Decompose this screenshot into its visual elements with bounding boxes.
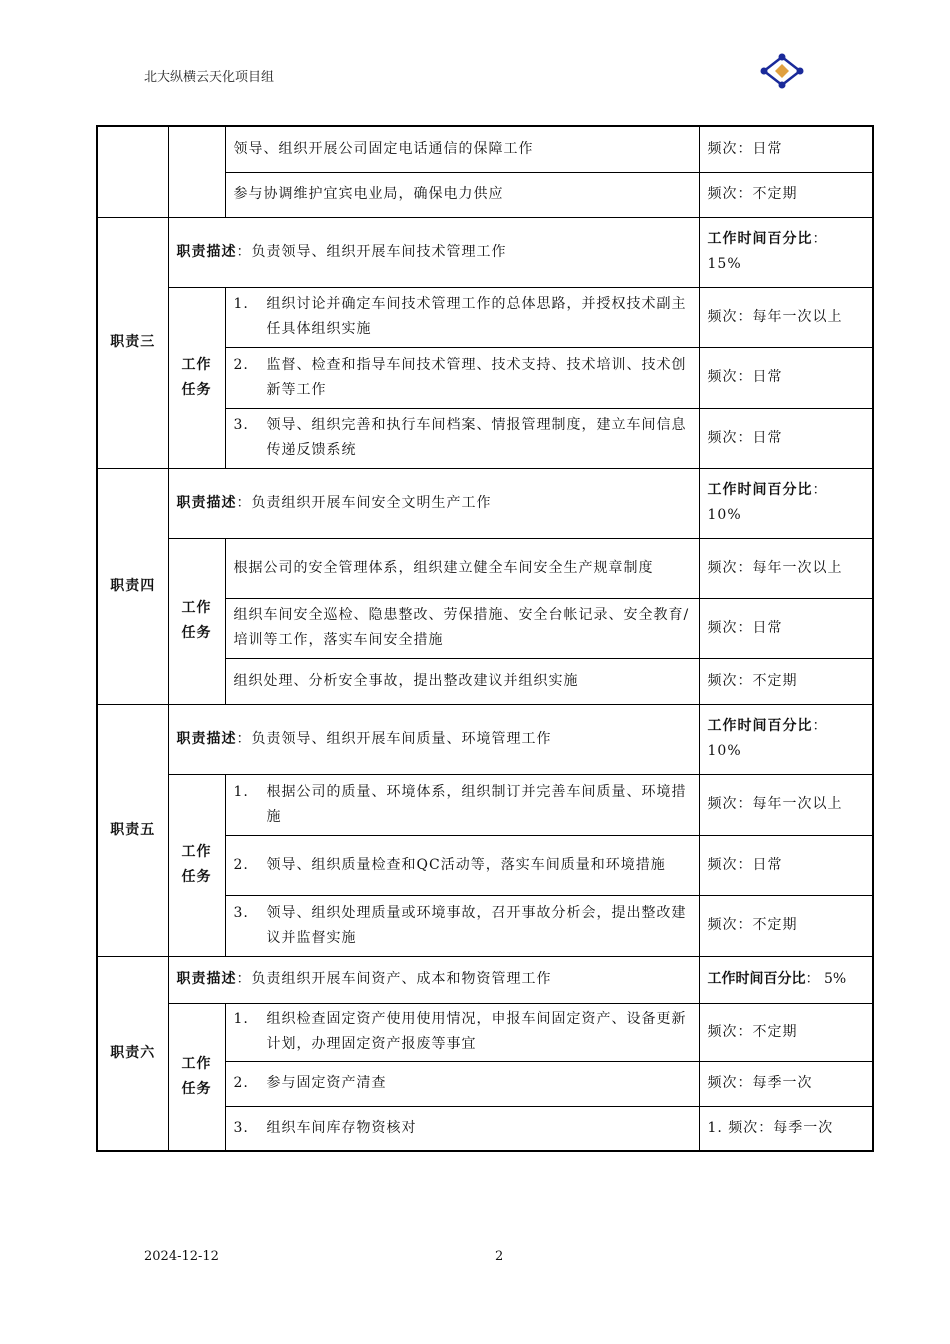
task-frequency: 频次：日常	[699, 347, 873, 408]
task-item	[234, 1007, 691, 1057]
task-text: 参与固定资产清查	[266, 1075, 387, 1091]
task-text: 组织检查固定资产使用使用情况，申报车间固定资产、设备更新计划，办理固定资产报废等事宜	[266, 1011, 687, 1052]
work-time-percentage-sep: ：	[812, 482, 828, 498]
work-time-percentage	[699, 956, 873, 1003]
work-time-percentage-label: 工作时间百分比	[707, 971, 806, 987]
task-text-cell	[225, 538, 699, 598]
task-item	[234, 1071, 691, 1096]
work-time-percentage-sep: ：	[805, 971, 820, 987]
task-item	[234, 353, 691, 403]
work-time-percentage-sep: ：	[812, 718, 828, 734]
task-frequency: 1. 频次：每季一次	[699, 1106, 873, 1151]
task-item	[234, 901, 691, 951]
task-label: 工作任务	[168, 538, 225, 704]
task-number: 1.	[233, 296, 249, 312]
task-frequency: 频次：不定期	[699, 172, 873, 217]
duty-description-text: ：负责领导、组织开展车间技术管理工作	[236, 243, 507, 260]
task-number: 2.	[233, 1075, 249, 1091]
task-item	[234, 603, 691, 653]
task-text-cell	[225, 774, 699, 835]
duty-description-label: 职责描述	[176, 494, 237, 511]
duty-name: 职责三	[97, 217, 168, 468]
task-text-cell	[225, 1106, 699, 1151]
duty-description-text: ：负责组织开展车间资产、成本和物资管理工作	[236, 971, 552, 987]
work-time-percentage-value: 10%	[707, 507, 742, 523]
task-number: 3.	[233, 904, 249, 921]
task-text-cell	[225, 287, 699, 347]
duty-description-text: ：负责领导、组织开展车间质量、环境管理工作	[236, 730, 552, 747]
task-frequency: 频次：不定期	[699, 658, 873, 704]
task-text: 组织讨论并确定车间技术管理工作的总体思路，并授权技术副主任具体组织实施	[266, 296, 687, 337]
task-frequency: 频次：每年一次以上	[699, 287, 873, 347]
task-item	[234, 413, 691, 463]
table-row	[97, 704, 873, 774]
task-text: 领导、组织开展公司固定电话通信的保障工作	[225, 126, 699, 172]
table-row	[97, 287, 873, 347]
duty-description-label: 职责描述	[176, 971, 237, 987]
work-time-percentage-label: 工作时间百分比	[707, 718, 813, 734]
work-time-percentage-label: 工作时间百分比	[707, 482, 813, 498]
task-frequency: 频次：不定期	[699, 1003, 873, 1061]
task-item	[234, 1116, 691, 1141]
table-row	[97, 217, 873, 287]
task-label-cell-empty	[168, 126, 225, 217]
task-number: 2.	[233, 356, 249, 373]
task-text: 根据公司的质量、环境体系，组织制订并完善车间质量、环境措施	[266, 783, 687, 825]
work-time-percentage-sep: ：	[812, 231, 828, 247]
task-frequency: 频次：每年一次以上	[699, 538, 873, 598]
duty-description	[168, 217, 699, 287]
diamond-network-logo-icon	[758, 52, 806, 90]
duty-description-label: 职责描述	[176, 730, 237, 747]
task-label: 工作任务	[168, 774, 225, 956]
table-row	[97, 774, 873, 835]
task-text-cell	[225, 1061, 699, 1106]
duty-name: 职责五	[97, 704, 168, 956]
footer-date: 2024-12-12	[144, 1249, 219, 1264]
work-time-percentage	[699, 468, 873, 538]
task-text-cell	[225, 1003, 699, 1061]
task-number: 3.	[233, 1119, 249, 1136]
task-frequency: 频次：日常	[699, 598, 873, 658]
task-item	[234, 556, 691, 581]
task-item	[234, 292, 691, 342]
work-time-percentage	[699, 217, 873, 287]
task-text: 根据公司的安全管理体系，组织建立健全车间安全生产规章制度	[233, 559, 654, 576]
footer-page-number: 2	[495, 1249, 504, 1264]
task-text-cell	[225, 835, 699, 895]
duty-description	[168, 468, 699, 538]
task-item	[234, 853, 691, 878]
header-org-name: 北大纵横云天化项目组	[144, 70, 275, 85]
duty-name: 职责四	[97, 468, 168, 704]
work-time-percentage-value: 5%	[823, 971, 847, 987]
task-text: 领导、组织处理质量或环境事故，召开事故分析会，提出整改建议并监督实施	[266, 904, 687, 946]
task-number: 1.	[233, 783, 249, 800]
work-time-percentage-value: 10%	[707, 743, 742, 759]
task-frequency: 频次：每季一次	[699, 1061, 873, 1106]
work-time-percentage-value: 15%	[707, 256, 742, 272]
task-text: 监督、检查和指导车间技术管理、技术支持、技术培训、技术创新等工作	[266, 356, 687, 398]
duty-description	[168, 956, 699, 1003]
task-text: 参与协调维护宜宾电业局，确保电力供应	[225, 172, 699, 217]
duty-table	[96, 125, 874, 1152]
task-text-cell	[225, 408, 699, 468]
task-item	[234, 780, 691, 830]
task-frequency: 频次：日常	[699, 126, 873, 172]
table-row	[97, 538, 873, 598]
table-row	[97, 1003, 873, 1061]
duty-description-label: 职责描述	[176, 243, 237, 260]
task-number: 3.	[233, 417, 249, 433]
task-text: 领导、组织完善和执行车间档案、情报管理制度，建立车间信息传递反馈系统	[266, 417, 687, 458]
task-text-cell	[225, 895, 699, 956]
work-time-percentage	[699, 704, 873, 774]
table-row	[97, 956, 873, 1003]
task-label: 工作任务	[168, 1003, 225, 1151]
task-text: 组织车间安全巡检、隐患整改、劳保措施、安全台帐记录、安全教育/培训等工作，落实车间安全措施	[233, 607, 690, 648]
duty-cell-empty	[97, 126, 168, 217]
task-frequency: 频次：每年一次以上	[699, 774, 873, 835]
task-item	[234, 669, 691, 694]
task-number: 2.	[233, 856, 249, 873]
duty-description	[168, 704, 699, 774]
duty-name: 职责六	[97, 956, 168, 1151]
task-frequency: 频次：日常	[699, 835, 873, 895]
task-text-cell	[225, 658, 699, 704]
table-row	[97, 126, 873, 172]
duty-description-text: ：负责组织开展车间安全文明生产工作	[236, 494, 492, 511]
task-frequency: 频次：不定期	[699, 895, 873, 956]
work-time-percentage-label: 工作时间百分比	[707, 231, 813, 247]
task-text-cell	[225, 598, 699, 658]
task-label: 工作任务	[168, 287, 225, 468]
task-text: 组织处理、分析安全事故，提出整改建议并组织实施	[233, 672, 579, 689]
table-row	[97, 468, 873, 538]
task-frequency: 频次：日常	[699, 408, 873, 468]
task-number: 1.	[233, 1011, 249, 1027]
task-text: 领导、组织质量检查和QC活动等，落实车间质量和环境措施	[266, 856, 666, 873]
task-text-cell	[225, 347, 699, 408]
task-text: 组织车间库存物资核对	[266, 1119, 417, 1136]
